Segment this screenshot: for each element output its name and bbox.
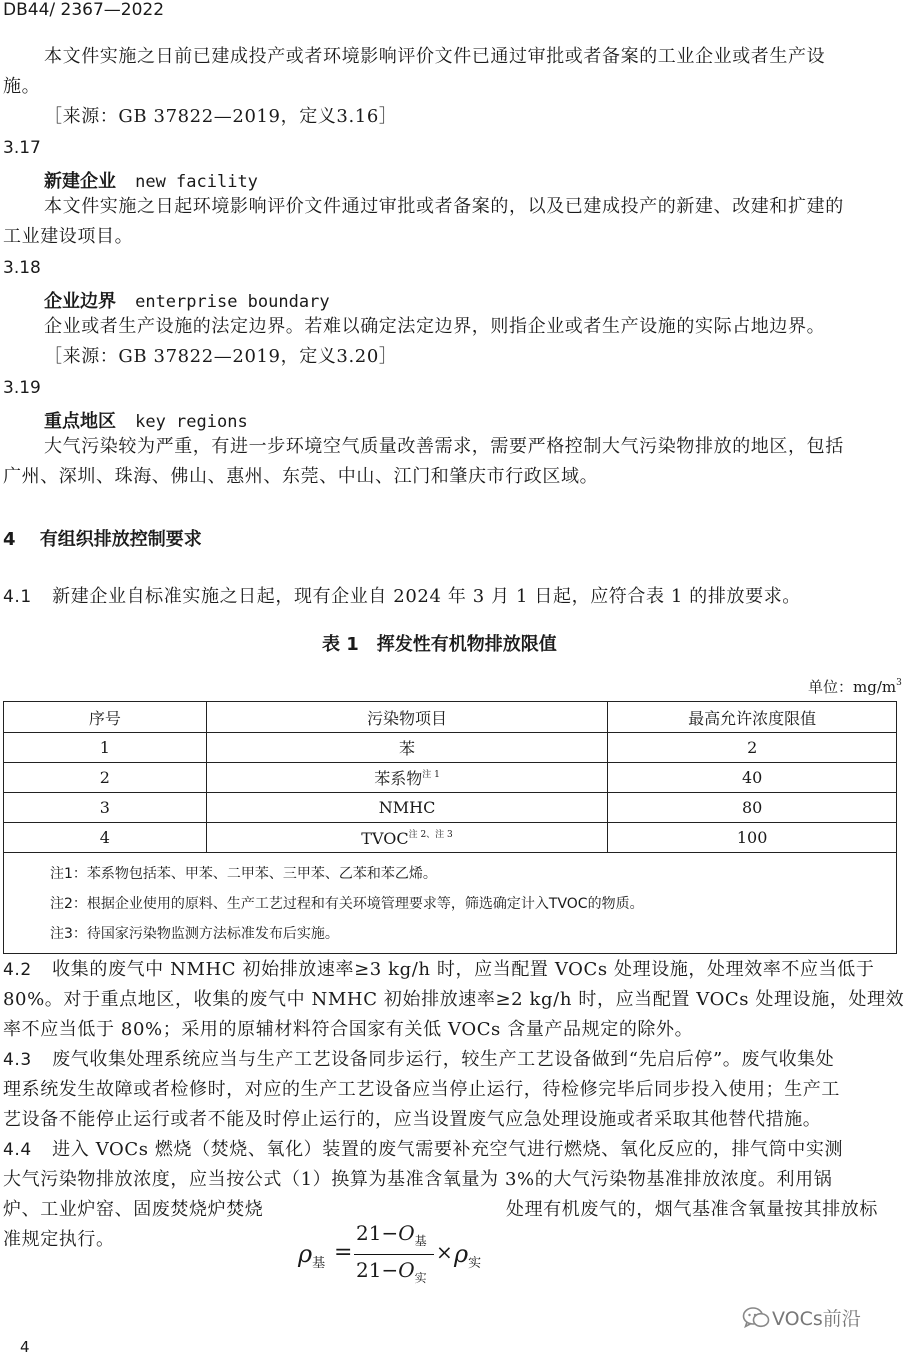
clause-text: 进入 VOCs 燃烧（焚烧、氧化）装置的废气需要补充空气进行燃烧、氧化反应的，排气筒中实测 (52, 1139, 844, 1160)
watermark-text: VOCs前沿 (772, 1308, 861, 1330)
clause-4-4-line4: 准规定执行。 (3, 1229, 115, 1250)
clause-num: 4.2 (3, 960, 32, 980)
emission-limits-table (3, 701, 897, 954)
clause-text: 废气收集处理系统应当与生产工艺设备同步运行，较生产工艺设备做到“先启后停”。废气收集处 (52, 1049, 835, 1070)
table-row (4, 763, 897, 793)
clause-4-4-line3b: 处理有机废气的，烟气基准含氧量按其排放标 (506, 1199, 878, 1220)
source-3-16: ［来源：GB 37822—2019，定义3.16］ (44, 106, 398, 127)
table-note: 注1：苯系物包括苯、甲苯、二甲苯、三甲苯、乙苯和苯乙烯。 (50, 866, 437, 882)
fraction-numerator (356, 1221, 427, 1249)
page-number: 4 (20, 1338, 30, 1356)
fraction-bar (354, 1254, 434, 1255)
oxygen-symbol: O (398, 1221, 415, 1245)
unit-superscript: 3 (896, 678, 902, 688)
clause-4-4-line1 (3, 1140, 843, 1160)
formula-rhs (454, 1240, 481, 1271)
cell-limit: 40 (608, 763, 897, 793)
rho-symbol: ρ (454, 1240, 469, 1268)
minus-sign: − (381, 1221, 399, 1245)
section-title: 有组织排放控制要求 (39, 529, 202, 550)
term-3-17 (44, 167, 258, 193)
note-ref: 注 1 (422, 770, 440, 780)
table-row (4, 733, 897, 763)
clause-4-3-line3: 艺设备不能停止运行或者不能及时停止运行的，应当设置废气应急处理设施或者采取其他替代措施。 (3, 1109, 822, 1130)
header-cell: 最高允许浓度限值 (608, 702, 897, 733)
item-name: 苯系物 (374, 769, 423, 788)
cell-no: 4 (4, 823, 207, 853)
oxygen-conversion-formula (298, 1220, 498, 1290)
watermark (742, 1304, 861, 1331)
unit-label: 单位：mg/m (808, 678, 897, 696)
clause-text: 新建企业自标准实施之日起，现有企业自 2024 年 3 月 1 日起，应符合表 1 的排放要求。 (52, 586, 801, 607)
table-header-row (4, 702, 897, 733)
constant-21: 21 (356, 1221, 382, 1245)
cell-limit: 80 (608, 793, 897, 823)
cell-no: 2 (4, 763, 207, 793)
header-cell: 污染物项目 (206, 702, 608, 733)
cell-limit: 2 (608, 733, 897, 763)
clause-num-3-17: 3.17 (3, 138, 41, 158)
table-row (4, 793, 897, 823)
subscript-ji: 基 (312, 1256, 326, 1271)
clause-num: 4.4 (3, 1140, 32, 1160)
table-unit (808, 676, 902, 697)
term-en: key regions (135, 412, 248, 432)
clause-4-1 (3, 587, 801, 607)
term-cn: 新建企业 (44, 171, 116, 192)
term-3-18 (44, 287, 330, 313)
note-ref: 注 2、注 3 (408, 830, 453, 840)
standard-number: DB44/ 2367—2022 (3, 0, 165, 20)
cell-limit: 100 (608, 823, 897, 853)
rho-symbol: ρ (298, 1240, 313, 1268)
clause-text: 收集的废气中 NMHC 初始排放速率≥3 kg/h 时，应当配置 VOCs 处理设施，处理效率不应当低于 (52, 959, 875, 980)
term-en: enterprise boundary (135, 292, 330, 312)
clause-num: 4.3 (3, 1050, 32, 1070)
subscript-shi: 实 (468, 1256, 482, 1271)
cell-item (206, 763, 608, 793)
para-3-17-line2: 工业建设项目。 (3, 226, 134, 247)
minus-sign: − (381, 1258, 399, 1282)
para-3-19-line1: 大气污染较为严重，有进一步环境空气质量改善需求，需要严格控制大气污染物排放的地区，包括 (44, 436, 844, 457)
term-cn: 重点地区 (44, 411, 116, 432)
clause-4-2-line2: 80%。对于重点地区，收集的废气中 NMHC 初始排放速率≥2 kg/h 时，应当配置 VOCs 处理设施，处理效 (3, 989, 904, 1010)
term-cn: 企业边界 (44, 291, 116, 312)
table-caption: 表 1 挥发性有机物排放限值 (322, 634, 557, 655)
para-3-16-line1: 本文件实施之日前已建成投产或者环境影响评价文件已通过审批或者备案的工业企业或者生产设 (44, 46, 826, 67)
para-3-18-line1: 企业或者生产设施的法定边界。若难以确定法定边界，则指企业或者生产设施的实际占地边界。 (44, 316, 826, 337)
clause-4-3-line1 (3, 1050, 834, 1070)
item-name: TVOC (361, 829, 409, 848)
cell-item: NMHC (206, 793, 608, 823)
clause-4-2-line3: 率不应当低于 80%；采用的原辅材料符合国家有关低 VOCs 含量产品规定的除外。 (3, 1019, 694, 1040)
table-row (4, 823, 897, 853)
equals-sign: = (334, 1240, 353, 1265)
clause-num-3-18: 3.18 (3, 258, 41, 278)
cell-no: 3 (4, 793, 207, 823)
table-note: 注2：根据企业使用的原料、生产工艺过程和有关环境管理要求等，筛选确定计入TVOC的物质。 (50, 896, 644, 912)
cell-item (206, 823, 608, 853)
para-3-17-line1: 本文件实施之日起环境影响评价文件通过审批或者备案的，以及已建成投产的新建、改建和扩建的 (44, 196, 844, 217)
formula-lhs (298, 1240, 325, 1271)
clause-4-2-line1 (3, 960, 874, 980)
para-3-19-line2: 广州、深圳、珠海、佛山、惠州、东莞、中山、江门和肇庆市行政区域。 (3, 466, 599, 487)
clause-num-3-19: 3.19 (3, 378, 41, 398)
source-3-18: ［来源：GB 37822—2019，定义3.20］ (44, 346, 398, 367)
cell-item: 苯 (206, 733, 608, 763)
term-3-19 (44, 407, 248, 433)
section-num: 4 (3, 529, 16, 550)
table-notes (4, 853, 897, 954)
term-en: new facility (135, 172, 258, 192)
wechat-icon (742, 1306, 770, 1330)
subscript-ji: 基 (414, 1234, 427, 1248)
fraction-denominator (356, 1258, 427, 1286)
constant-21: 21 (356, 1258, 382, 1282)
cell-no: 1 (4, 733, 207, 763)
clause-num: 4.1 (3, 587, 32, 607)
subscript-shi: 实 (414, 1271, 427, 1285)
clause-4-3-line2: 理系统发生故障或者检修时，对应的生产工艺设备应当停止运行，待检修完毕后同步投入使用；生产工 (3, 1079, 840, 1100)
table-notes-row (4, 853, 897, 954)
clause-4-4-line3a: 炉、工业炉窑、固废焚烧炉焚烧 (3, 1199, 264, 1220)
oxygen-symbol: O (398, 1258, 415, 1282)
times-sign: × (436, 1240, 453, 1264)
para-3-16-line2: 施。 (3, 76, 41, 97)
section-4-heading (3, 525, 202, 551)
table-note: 注3：待国家污染物监测方法标准发布后实施。 (50, 926, 339, 942)
header-cell: 序号 (4, 702, 207, 733)
clause-4-4-line2: 大气污染物排放浓度，应当按公式（1）换算为基准含氧量为 3%的大气污染物基准排放浓度。利用锅 (3, 1169, 833, 1190)
